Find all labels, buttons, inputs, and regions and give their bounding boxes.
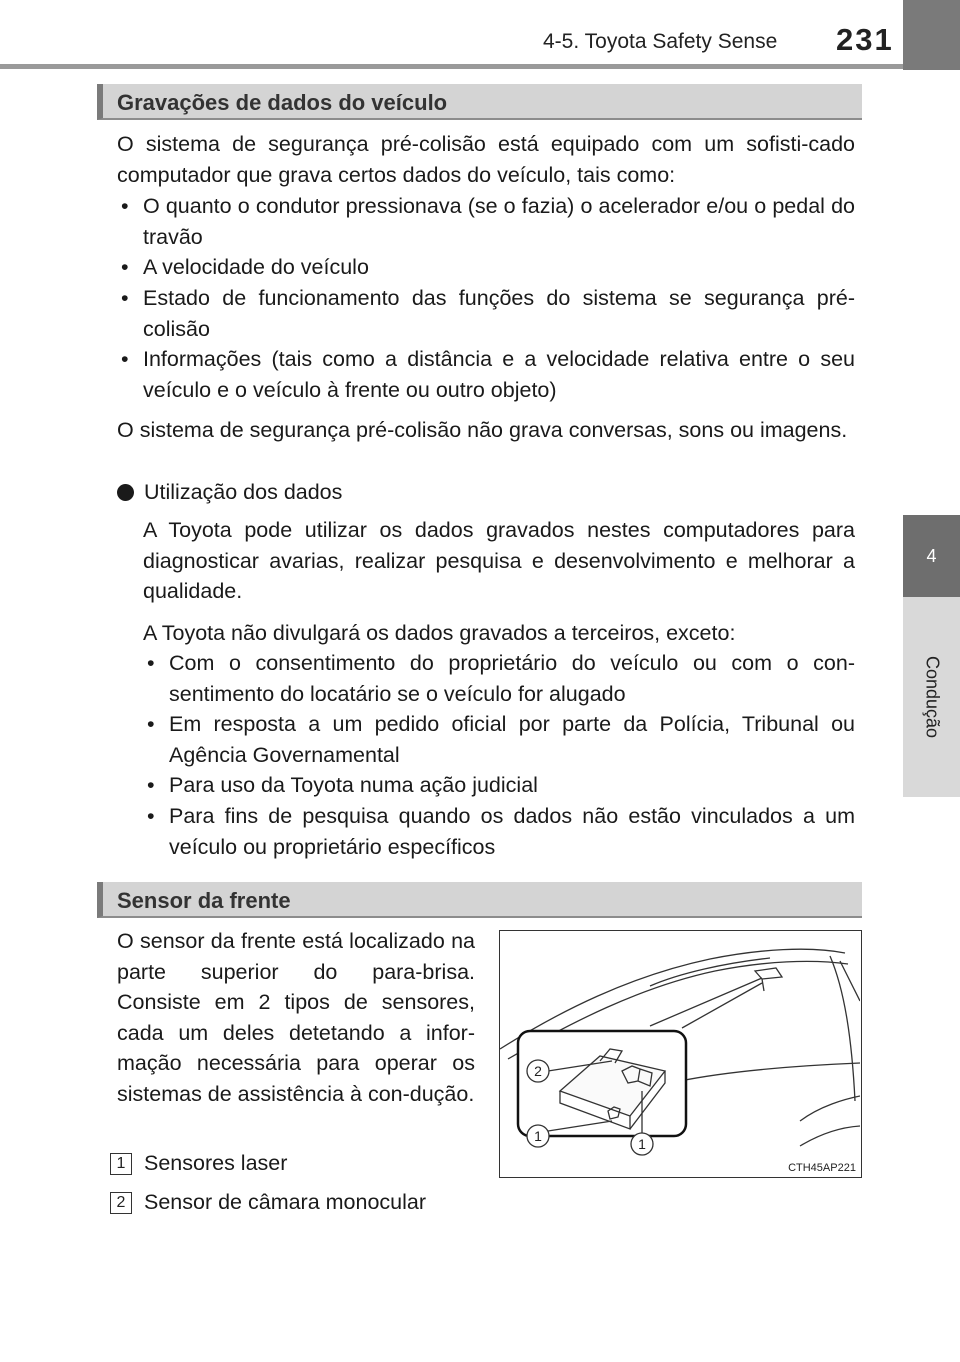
chapter-title: Condução	[922, 655, 942, 739]
list-item	[147, 770, 855, 801]
list-item	[121, 283, 855, 344]
list-item-text: Em resposta a um pedido oficial por parte da Polícia, Tribunal ou Agência Governamental	[169, 712, 855, 767]
callout-label: 2	[534, 1063, 542, 1079]
windshield-sensor-drawing	[500, 931, 860, 1176]
list-item	[147, 801, 855, 862]
list-item-text: A velocidade do veículo	[143, 255, 369, 279]
sensor-paragraph: O sensor da frente está localizado na parte superior do para-brisa. Consiste em 2 tipos de sensores, cada um deles detetando a infor-mação necessária para operar os sistemas de assistência à con-dução.	[117, 929, 475, 1106]
section-header: 4-5. Toyota Safety Sense	[543, 30, 778, 53]
list-item-text: O quanto o condutor pressionava (se o fazia) o acelerador e/ou o pedal do travão	[143, 194, 855, 249]
side-tab-top	[903, 0, 960, 70]
section-title-bar	[97, 84, 862, 120]
header-rule	[0, 64, 960, 69]
section-title-bar	[97, 882, 862, 918]
front-sensor-illustration	[499, 930, 862, 1178]
figure-code: CTH45AP221	[788, 1162, 856, 1174]
bullet-icon: •	[147, 712, 155, 736]
list-item-text: Com o consentimento do proprietário do veículo ou com o con-sentimento do locatário se o veículo for alugado	[169, 651, 855, 706]
subheading: Utilização dos dados	[144, 480, 343, 504]
section-title: Sensor da frente	[117, 888, 291, 913]
bullet-icon: •	[121, 194, 129, 218]
use-paragraph: A Toyota pode utilizar os dados gravados nestes computadores para diagnosticar avarias, realizar pesquisa e desenvolvimento e melhorar a qualidade.	[143, 518, 855, 603]
list-item-text: Informações (tais como a distância e a velocidade relativa entre o seu veículo e o veículo à frente ou outro objeto)	[143, 347, 855, 402]
filled-circle-icon	[117, 484, 134, 501]
note-paragraph: O sistema de segurança pré-colisão não grava conversas, sons ou imagens.	[117, 418, 848, 442]
bullet-icon: •	[147, 651, 155, 675]
list-item-text: Para uso da Toyota numa ação judicial	[169, 773, 538, 797]
chapter-number-tab[interactable]: 4	[903, 515, 960, 597]
list-item-text: Para fins de pesquisa quando os dados não estão vinculados a um veículo ou proprietário específicos	[169, 804, 855, 859]
legend-label-1: Sensores laser	[144, 1151, 288, 1175]
bullet-icon: •	[121, 286, 129, 310]
list-item	[121, 191, 855, 252]
list-item-text: Estado de funcionamento das funções do sistema se segurança pré-colisão	[143, 286, 855, 341]
list-item	[121, 344, 855, 405]
disclosure-intro: A Toyota não divulgará os dados gravados a terceiros, exceto:	[143, 621, 736, 645]
intro-paragraph: O sistema de segurança pré-colisão está equipado com um sofisti-cado computador que grava certos dados do veículo, tais como:	[117, 132, 855, 187]
chapter-title-tab[interactable]	[903, 597, 960, 797]
list-item	[121, 252, 855, 283]
bullet-icon: •	[147, 773, 155, 797]
page-number: 231	[836, 22, 894, 57]
list-item	[147, 709, 855, 770]
callout-label: 1	[638, 1136, 646, 1152]
bullet-icon: •	[121, 347, 129, 371]
legend-label-2: Sensor de câmara monocular	[144, 1190, 427, 1214]
callout-number-1: 1	[110, 1153, 132, 1175]
callout-label: 1	[534, 1128, 542, 1144]
bullet-icon: •	[121, 255, 129, 279]
list-item	[147, 648, 855, 709]
callout-number-2: 2	[110, 1192, 132, 1214]
bullet-icon: •	[147, 804, 155, 828]
section-title: Gravações de dados do veículo	[117, 90, 448, 115]
